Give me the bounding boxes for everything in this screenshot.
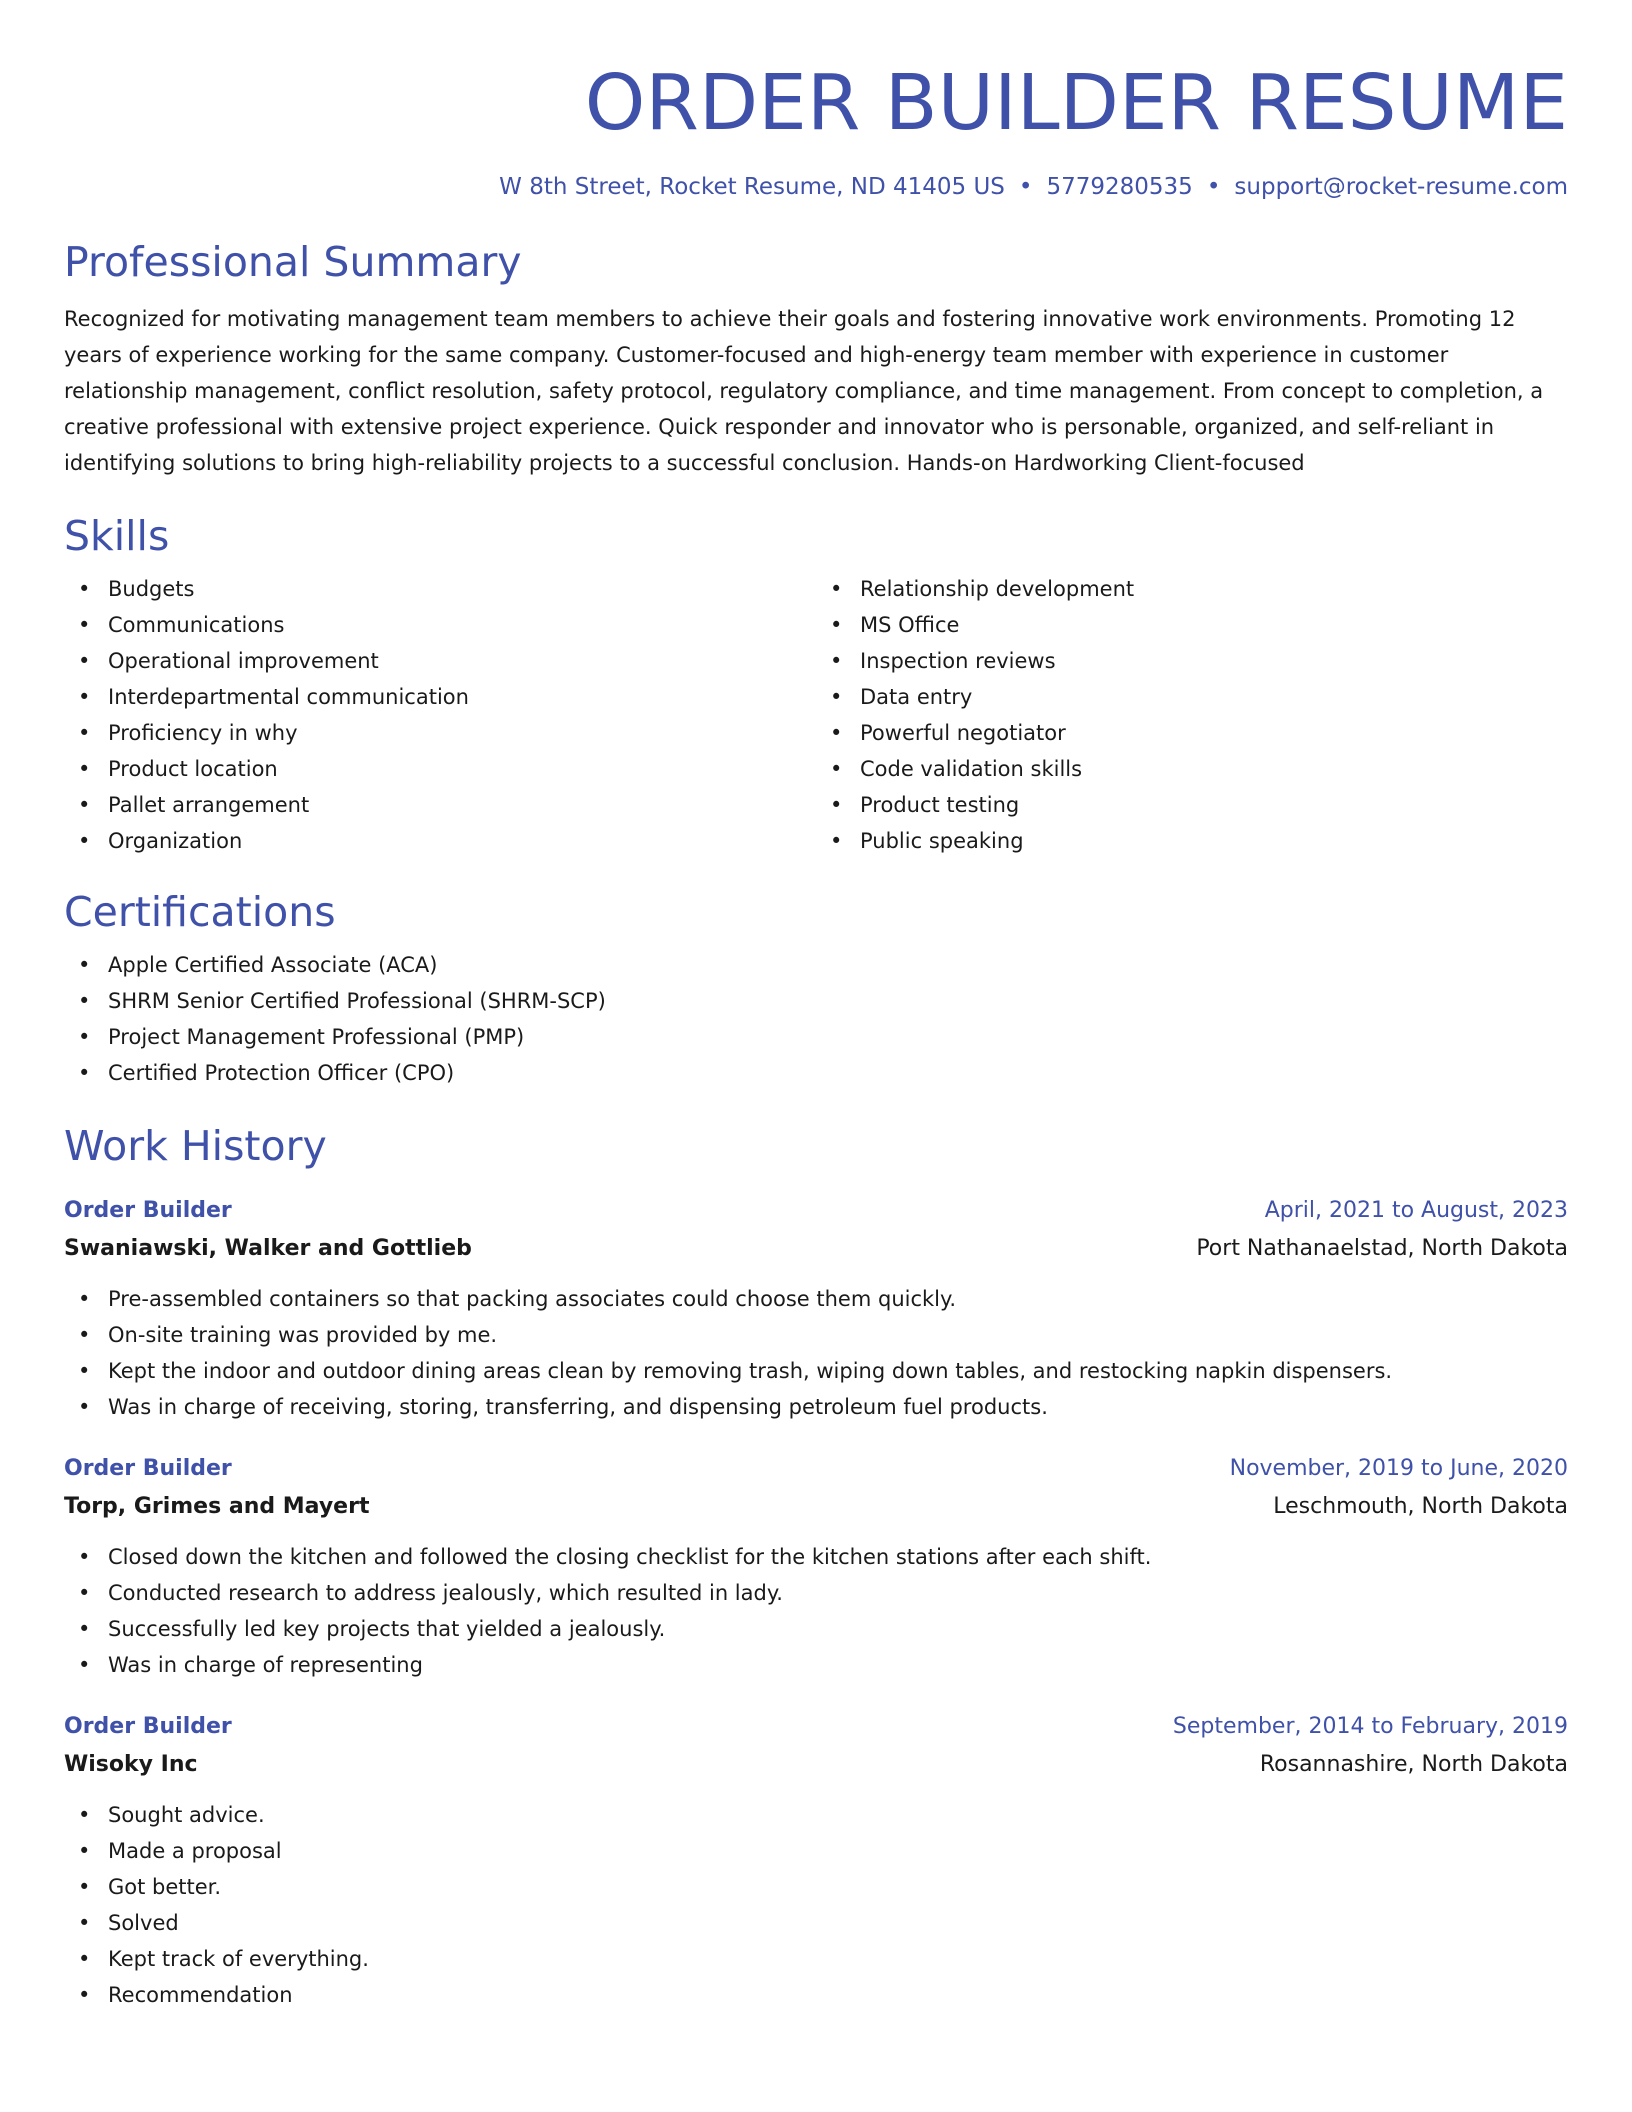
skill-item bbox=[830, 787, 1568, 823]
skill-item bbox=[78, 571, 816, 607]
bullet-icon: • bbox=[830, 577, 843, 601]
bullet-icon: • bbox=[78, 1545, 91, 1569]
bullet-icon: • bbox=[78, 1653, 91, 1677]
skill-label: Budgets bbox=[108, 577, 195, 601]
bullet-icon: • bbox=[78, 1839, 91, 1863]
certification-label: SHRM Senior Certified Professional (SHRM-SCP) bbox=[108, 989, 606, 1013]
skills-column-right bbox=[816, 571, 1568, 859]
job-header-row bbox=[64, 1709, 1568, 1745]
job-company: Wisoky Inc bbox=[64, 1752, 198, 1777]
bullet-icon: • bbox=[830, 721, 843, 745]
bullet-icon: • bbox=[830, 829, 843, 853]
skill-label: Product location bbox=[108, 757, 278, 781]
job-company-row bbox=[64, 1745, 1568, 1785]
skill-label: Operational improvement bbox=[108, 649, 379, 673]
work-history-heading: Work History bbox=[64, 1122, 327, 1170]
skills-list bbox=[64, 571, 1568, 859]
contact-separator: • bbox=[1018, 174, 1033, 200]
job-dates: November, 2019 to June, 2020 bbox=[1229, 1456, 1568, 1481]
skill-item bbox=[830, 751, 1568, 787]
job-bullets bbox=[64, 1797, 1568, 2013]
job-bullet-text: Got better. bbox=[108, 1875, 222, 1899]
bullet-icon: • bbox=[78, 989, 91, 1013]
skill-label: Proficiency in why bbox=[108, 721, 298, 745]
bullet-icon: • bbox=[78, 1947, 91, 1971]
job-title: Order Builder bbox=[64, 1198, 232, 1223]
summary-heading: Professional Summary bbox=[64, 238, 522, 286]
bullet-icon: • bbox=[78, 1323, 91, 1347]
job-entry bbox=[64, 1193, 1568, 1425]
bullet-icon: • bbox=[78, 1911, 91, 1935]
skill-label: Code validation skills bbox=[860, 757, 1083, 781]
bullet-icon: • bbox=[78, 613, 91, 637]
job-bullet bbox=[78, 1389, 1568, 1425]
skill-label: Powerful negotiator bbox=[860, 721, 1066, 745]
skill-item bbox=[78, 823, 816, 859]
job-company: Swaniawski, Walker and Gottlieb bbox=[64, 1236, 472, 1261]
bullet-icon: • bbox=[78, 1061, 91, 1085]
job-bullets bbox=[64, 1539, 1568, 1683]
bullet-icon: • bbox=[830, 793, 843, 817]
certifications-heading: Certifications bbox=[64, 888, 336, 936]
job-bullet bbox=[78, 1977, 1568, 2013]
job-header-row bbox=[64, 1193, 1568, 1229]
certification-label: Certified Protection Officer (CPO) bbox=[108, 1061, 455, 1085]
job-dates: September, 2014 to February, 2019 bbox=[1172, 1714, 1568, 1739]
skill-item bbox=[830, 571, 1568, 607]
job-company-row bbox=[64, 1487, 1568, 1527]
skill-item bbox=[830, 607, 1568, 643]
job-bullet-text: On-site training was provided by me. bbox=[108, 1323, 498, 1347]
bullet-icon: • bbox=[78, 757, 91, 781]
job-bullet bbox=[78, 1797, 1568, 1833]
bullet-icon: • bbox=[78, 1287, 91, 1311]
contact-separator: • bbox=[1206, 174, 1221, 200]
job-dates: April, 2021 to August, 2023 bbox=[1264, 1198, 1568, 1223]
job-title: Order Builder bbox=[64, 1456, 232, 1481]
skill-item bbox=[830, 823, 1568, 859]
job-bullet bbox=[78, 1575, 1568, 1611]
certifications-list bbox=[64, 947, 1568, 1091]
skill-item bbox=[78, 751, 816, 787]
bullet-icon: • bbox=[78, 1617, 91, 1641]
job-entry bbox=[64, 1451, 1568, 1683]
job-entry bbox=[64, 1709, 1568, 2013]
certification-item bbox=[78, 1019, 1568, 1055]
skills-heading: Skills bbox=[64, 512, 170, 560]
skill-item bbox=[78, 787, 816, 823]
bullet-icon: • bbox=[830, 757, 843, 781]
bullet-icon: • bbox=[78, 1025, 91, 1049]
job-title: Order Builder bbox=[64, 1714, 232, 1739]
certification-label: Apple Certified Associate (ACA) bbox=[108, 953, 438, 977]
bullet-icon: • bbox=[78, 829, 91, 853]
job-bullet bbox=[78, 1353, 1568, 1389]
skills-column-left bbox=[64, 571, 816, 859]
bullet-icon: • bbox=[830, 649, 843, 673]
skill-label: Relationship development bbox=[860, 577, 1135, 601]
skill-label: Product testing bbox=[860, 793, 1020, 817]
job-bullet-text: Recommendation bbox=[108, 1983, 293, 2007]
job-bullet bbox=[78, 1539, 1568, 1575]
job-location: Leschmouth, North Dakota bbox=[1273, 1494, 1568, 1519]
skill-item bbox=[830, 715, 1568, 751]
skill-label: Pallet arrangement bbox=[108, 793, 310, 817]
skill-label: Interdepartmental communication bbox=[108, 685, 469, 709]
job-bullet-text: Was in charge of receiving, storing, transferring, and dispensing petroleum fuel products. bbox=[108, 1395, 1048, 1419]
job-bullet bbox=[78, 1941, 1568, 1977]
job-bullet-text: Successfully led key projects that yielded a jealously. bbox=[108, 1617, 666, 1641]
bullet-icon: • bbox=[78, 1395, 91, 1419]
certification-item bbox=[78, 947, 1568, 983]
bullet-icon: • bbox=[830, 613, 843, 637]
bullet-icon: • bbox=[78, 793, 91, 817]
skill-item bbox=[78, 607, 816, 643]
skill-item bbox=[78, 715, 816, 751]
bullet-icon: • bbox=[78, 685, 91, 709]
skill-label: Data entry bbox=[860, 685, 973, 709]
skill-label: Inspection reviews bbox=[860, 649, 1056, 673]
bullet-icon: • bbox=[78, 721, 91, 745]
resume-name: ORDER BUILDER RESUME bbox=[584, 59, 1568, 148]
work-history-list bbox=[64, 1193, 1568, 2013]
bullet-icon: • bbox=[830, 685, 843, 709]
job-bullet-text: Conducted research to address jealously, which resulted in lady. bbox=[108, 1581, 783, 1605]
skill-label: MS Office bbox=[860, 613, 960, 637]
certification-label: Project Management Professional (PMP) bbox=[108, 1025, 525, 1049]
job-company-row bbox=[64, 1229, 1568, 1269]
summary-text: Recognized for motivating management team members to achieve their goals and fostering innovative work environments. Promoting 12 years of experience working for the same company. Customer-focused and high-energy team member with experience in customer relationship management, conflict resolution, safety protocol, regulatory compliance, and time management. From concept to completion, a creative professional with extensive project experience. Quick responder and innovator who is personable, organized, and self-reliant in identifying solutions to bring high-reliability projects to a successful conclusion. Hands-on Hardworking Client-focused bbox=[64, 307, 1544, 475]
job-bullet-text: Closed down the kitchen and followed the closing checklist for the kitchen stations after each shift. bbox=[108, 1545, 1152, 1569]
skill-label: Public speaking bbox=[860, 829, 1024, 853]
bullet-icon: • bbox=[78, 577, 91, 601]
job-bullets bbox=[64, 1281, 1568, 1425]
skill-item bbox=[830, 643, 1568, 679]
job-bullet bbox=[78, 1833, 1568, 1869]
bullet-icon: • bbox=[78, 953, 91, 977]
skill-label: Communications bbox=[108, 613, 285, 637]
skill-item bbox=[830, 679, 1568, 715]
bullet-icon: • bbox=[78, 1983, 91, 2007]
job-company: Torp, Grimes and Mayert bbox=[64, 1494, 370, 1519]
resume-page bbox=[64, 58, 1568, 2013]
bullet-icon: • bbox=[78, 1581, 91, 1605]
job-location: Rosannashire, North Dakota bbox=[1259, 1752, 1568, 1777]
job-bullet bbox=[78, 1647, 1568, 1683]
bullet-icon: • bbox=[78, 649, 91, 673]
certification-item bbox=[78, 1055, 1568, 1091]
skill-item bbox=[78, 643, 816, 679]
job-bullet-text: Pre-assembled containers so that packing associates could choose them quickly. bbox=[108, 1287, 957, 1311]
job-bullet bbox=[78, 1317, 1568, 1353]
skill-label: Organization bbox=[108, 829, 243, 853]
job-bullet-text: Made a proposal bbox=[108, 1839, 282, 1863]
job-bullet bbox=[78, 1905, 1568, 1941]
job-bullet-text: Kept track of everything. bbox=[108, 1947, 369, 1971]
job-bullet bbox=[78, 1611, 1568, 1647]
job-location: Port Nathanaelstad, North Dakota bbox=[1196, 1236, 1568, 1261]
bullet-icon: • bbox=[78, 1359, 91, 1383]
certification-item bbox=[78, 983, 1568, 1019]
job-bullet bbox=[78, 1281, 1568, 1317]
contact-phone: 5779280535 bbox=[1046, 174, 1193, 200]
contact-email[interactable]: support@rocket-resume.com bbox=[1234, 174, 1568, 200]
job-header-row bbox=[64, 1451, 1568, 1487]
bullet-icon: • bbox=[78, 1803, 91, 1827]
job-bullet bbox=[78, 1869, 1568, 1905]
skill-item bbox=[78, 679, 816, 715]
job-bullet-text: Was in charge of representing bbox=[108, 1653, 423, 1677]
bullet-icon: • bbox=[78, 1875, 91, 1899]
job-bullet-text: Kept the indoor and outdoor dining areas clean by removing trash, wiping down tables, and restocking napkin dispensers. bbox=[108, 1359, 1393, 1383]
job-bullet-text: Solved bbox=[108, 1911, 179, 1935]
contact-address: W 8th Street, Rocket Resume, ND 41405 US bbox=[499, 174, 1005, 200]
job-bullet-text: Sought advice. bbox=[108, 1803, 265, 1827]
contact-line bbox=[64, 170, 1568, 204]
